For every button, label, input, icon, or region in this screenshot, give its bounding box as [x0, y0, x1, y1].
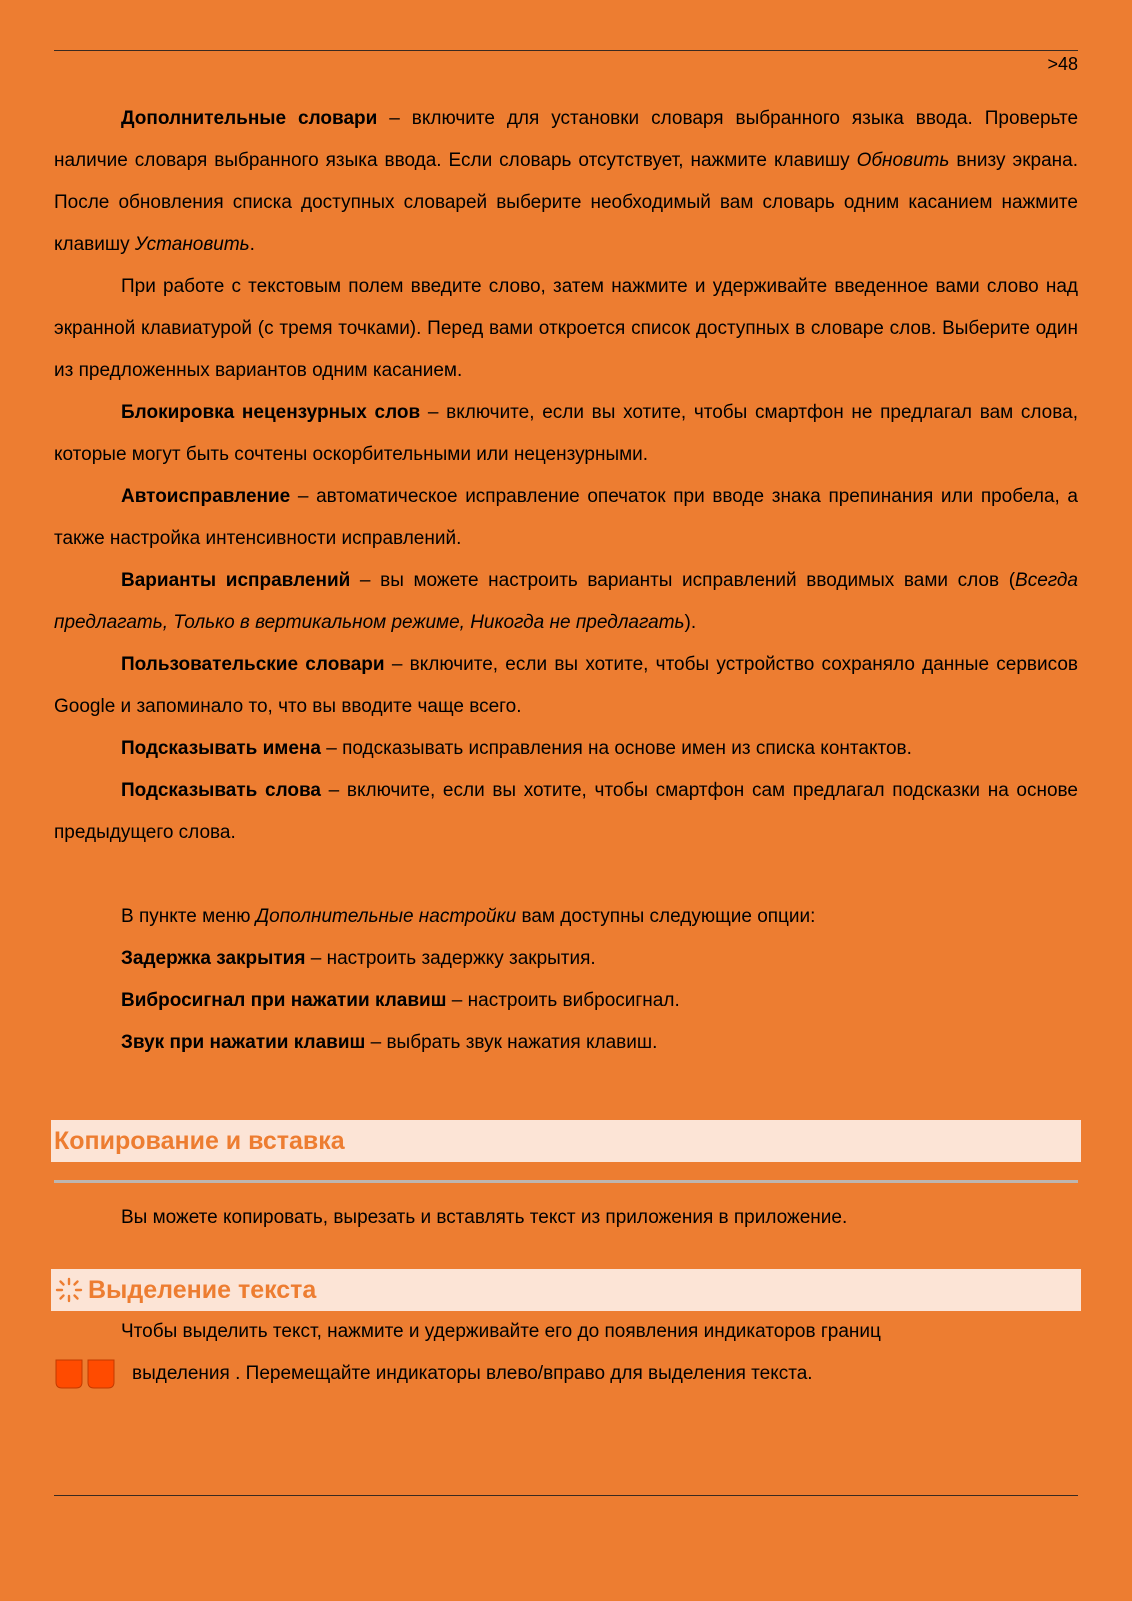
section-divider	[54, 1180, 1078, 1183]
term-label: Блокировка нецензурных слов	[121, 402, 421, 423]
term-label: Задержка закрытия	[121, 948, 306, 969]
section-heading-copy-paste: Копирование и вставка	[51, 1120, 1081, 1162]
term-label: Пользовательские словари	[121, 654, 385, 675]
term-label: Подсказывать имена	[121, 738, 321, 759]
term-label: Дополнительные словари	[121, 108, 378, 129]
option-vibration: Вибросигнал при нажатии клавиш – настроить вибросигнал.	[121, 990, 680, 1011]
variant-options: Всегда предлагать, Только в вертикальном режиме, Никогда не предлагать	[54, 570, 1078, 633]
paragraph-block-offensive: Блокировка нецензурных слов – включите, если вы хотите, чтобы смартфон не предлагал вам слова, которые могут быть сочтены оскорбительными или нецензурными.	[54, 402, 1078, 465]
header-rule	[54, 50, 1078, 51]
paragraph-copy-paste: Вы можете копировать, вырезать и вставлять текст из приложения в приложение.	[121, 1207, 848, 1228]
paragraph-suggest-names: Подсказывать имена – подсказывать исправления на основе имен из списка контактов.	[121, 738, 912, 759]
paragraph-user-dictionaries: Пользовательские словари – включите, если вы хотите, чтобы устройство сохраняло данные сервисов Google и запоминало то, что вы вводите чаще всего.	[54, 654, 1078, 717]
term-label: Варианты исправлений	[121, 570, 351, 591]
selection-handles-icon	[54, 1358, 118, 1390]
page-content	[54, 98, 1078, 1395]
install-key-label: Установить	[134, 234, 250, 255]
option-close-delay: Задержка закрытия – настроить задержку закрытия.	[121, 948, 596, 969]
term-label: Автоисправление	[121, 486, 291, 507]
footer-rule	[54, 1495, 1078, 1496]
paragraph-correction-variants: Варианты исправлений – вы можете настроить варианты исправлений вводимых вами слов (Всегда предлагать, Только в вертикальном режиме, Никогда не предлагать).	[54, 570, 1078, 633]
paragraph-selection-line2: выделения . Перемещайте индикаторы влево/вправо для выделения текста.	[54, 1353, 1078, 1395]
paragraph-extra-dictionaries: Дополнительные словари – включите для установки словаря выбранного языка ввода. Проверьте наличие словаря выбранного языка ввода. Если словарь отсутствует, нажмите клавишу Обновить внизу экрана. После обновления списка доступных словарей выберите необходимый вам словарь одним касанием нажмите клавишу Установить.	[54, 108, 1079, 255]
term-label: Подсказывать слова	[121, 780, 321, 801]
page-number: >48	[1047, 54, 1078, 74]
paragraph-word-suggestions: При работе с текстовым полем введите слово, затем нажмите и удерживайте введенное вами слово над экранной клавиатурой (с тремя точками). Перед вами откроется список доступных в словаре слов. Выберите один из предложенных вариантов одним касанием.	[54, 276, 1078, 381]
paragraph-selection-line1: Чтобы выделить текст, нажмите и удерживайте его до появления индикаторов границ	[121, 1321, 881, 1342]
paragraph-suggest-words: Подсказывать слова – включите, если вы хотите, чтобы смартфон сам предлагал подсказки на основе предыдущего слова.	[54, 780, 1078, 843]
update-key-label: Обновить	[856, 150, 950, 171]
option-key-sound: Звук при нажатии клавиш – выбрать звук нажатия клавиш.	[121, 1032, 658, 1053]
paragraph-autocorrect: Автоисправление – автоматическое исправление опечаток при вводе знака препинания или пробела, а также настройка интенсивности исправлений.	[54, 486, 1078, 549]
paragraph-advanced-settings: В пункте меню Дополнительные настройки вам доступны следующие опции:	[121, 906, 816, 927]
term-label: Вибросигнал при нажатии клавиш	[121, 990, 447, 1011]
advanced-settings-label: Дополнительные настройки	[255, 906, 517, 927]
term-label: Звук при нажатии клавиш	[121, 1032, 366, 1053]
loading-spinner-icon	[54, 1277, 84, 1303]
section-heading-text-selection: Выделение текста	[51, 1269, 1081, 1311]
